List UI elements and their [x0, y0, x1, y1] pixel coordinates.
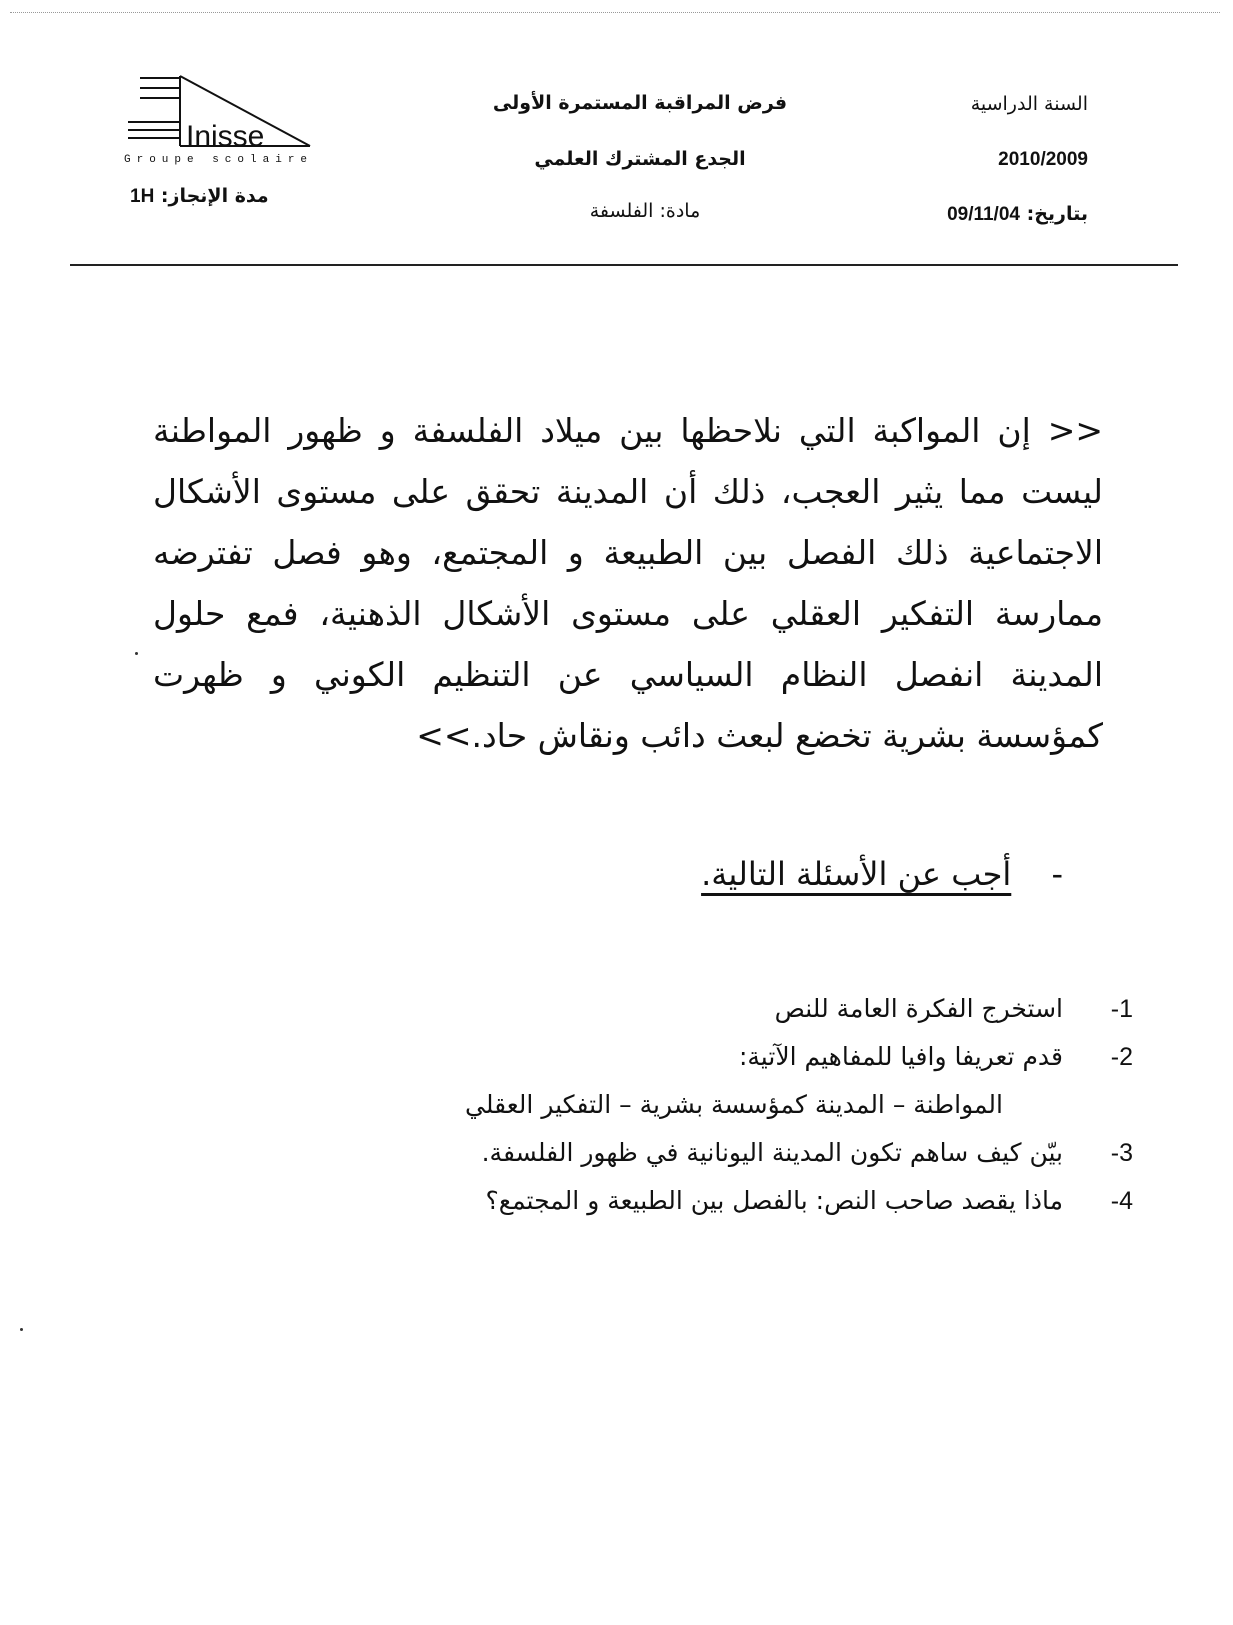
concepts-text: المواطنة – المدينة كمؤسسة بشرية – التفكير العقلي — [464, 1090, 1003, 1119]
scan-artifact-top — [10, 12, 1220, 13]
exam-title: فرض المراقبة المستمرة الأولى — [492, 92, 788, 114]
question-text: بيّن كيف ساهم تكون المدينة اليونانية في ظهور الفلسفة. — [481, 1138, 1063, 1167]
questions-list — [333, 985, 1133, 1225]
question-number: -2 — [1110, 1043, 1133, 1071]
question-text: استخرج الفكرة العامة للنص — [774, 994, 1063, 1023]
scan-speck — [135, 652, 138, 655]
school-year-label: السنة الدراسية — [970, 93, 1088, 115]
instruction-text: أجب عن الأسئلة التالية. — [701, 855, 1012, 893]
question-1 — [333, 985, 1133, 1033]
duration-label: مدة الإنجاز: — [160, 185, 269, 207]
date-label: بتاريخ: — [1026, 203, 1088, 225]
question-number: -1 — [1110, 995, 1133, 1023]
question-number: -4 — [1110, 1187, 1133, 1215]
question-text: قدم تعريفا وافيا للمفاهيم الآتية: — [738, 1042, 1063, 1071]
school-year-value: 2010/2009 — [998, 149, 1088, 170]
instruction — [701, 855, 1063, 893]
question-number: -3 — [1110, 1139, 1133, 1167]
question-2 — [333, 1033, 1133, 1081]
duration — [130, 185, 269, 208]
duration-value: 1H — [130, 186, 155, 207]
concepts-line — [333, 1081, 1133, 1129]
instruction-dash: - — [1051, 855, 1063, 893]
header-divider — [70, 264, 1178, 266]
question-4 — [333, 1177, 1133, 1225]
logo-name: Inisse — [186, 120, 265, 153]
date — [947, 203, 1088, 226]
question-text: ماذا يقصد صاحب النص: بالفصل بين الطبيعة و المجتمع؟ — [485, 1186, 1063, 1215]
logo-tagline: Groupe scolaire — [124, 154, 314, 166]
level: الجدع المشترك العلمي — [534, 148, 746, 170]
date-value: 09/11/04 — [947, 204, 1020, 225]
school-logo — [120, 72, 330, 172]
question-3 — [333, 1129, 1133, 1177]
passage-text: << إن المواكبة التي نلاحظها بين ميلاد الفلسفة و ظهور المواطنة ليست مما يثير العجب، ذلك أن المدينة تحقق على مستوى الأشكال الاجتماعية ذلك الفصل بين الطبيعة و المجتمع، وهو فصل تفترضه ممارسة التفكير العقلي على مستوى الأشكال الذهنية، فمع حلول المدينة انفصل النظام السياسي عن التنظيم الكوني و ظهرت كمؤسسة بشرية تخضع لبعث دائب ونقاش حاد.>> — [153, 411, 1103, 755]
logo-graphic-icon — [120, 72, 330, 172]
scan-speck — [20, 1328, 23, 1331]
subject: مادة: الفلسفة — [589, 200, 701, 222]
school-year — [998, 148, 1088, 171]
